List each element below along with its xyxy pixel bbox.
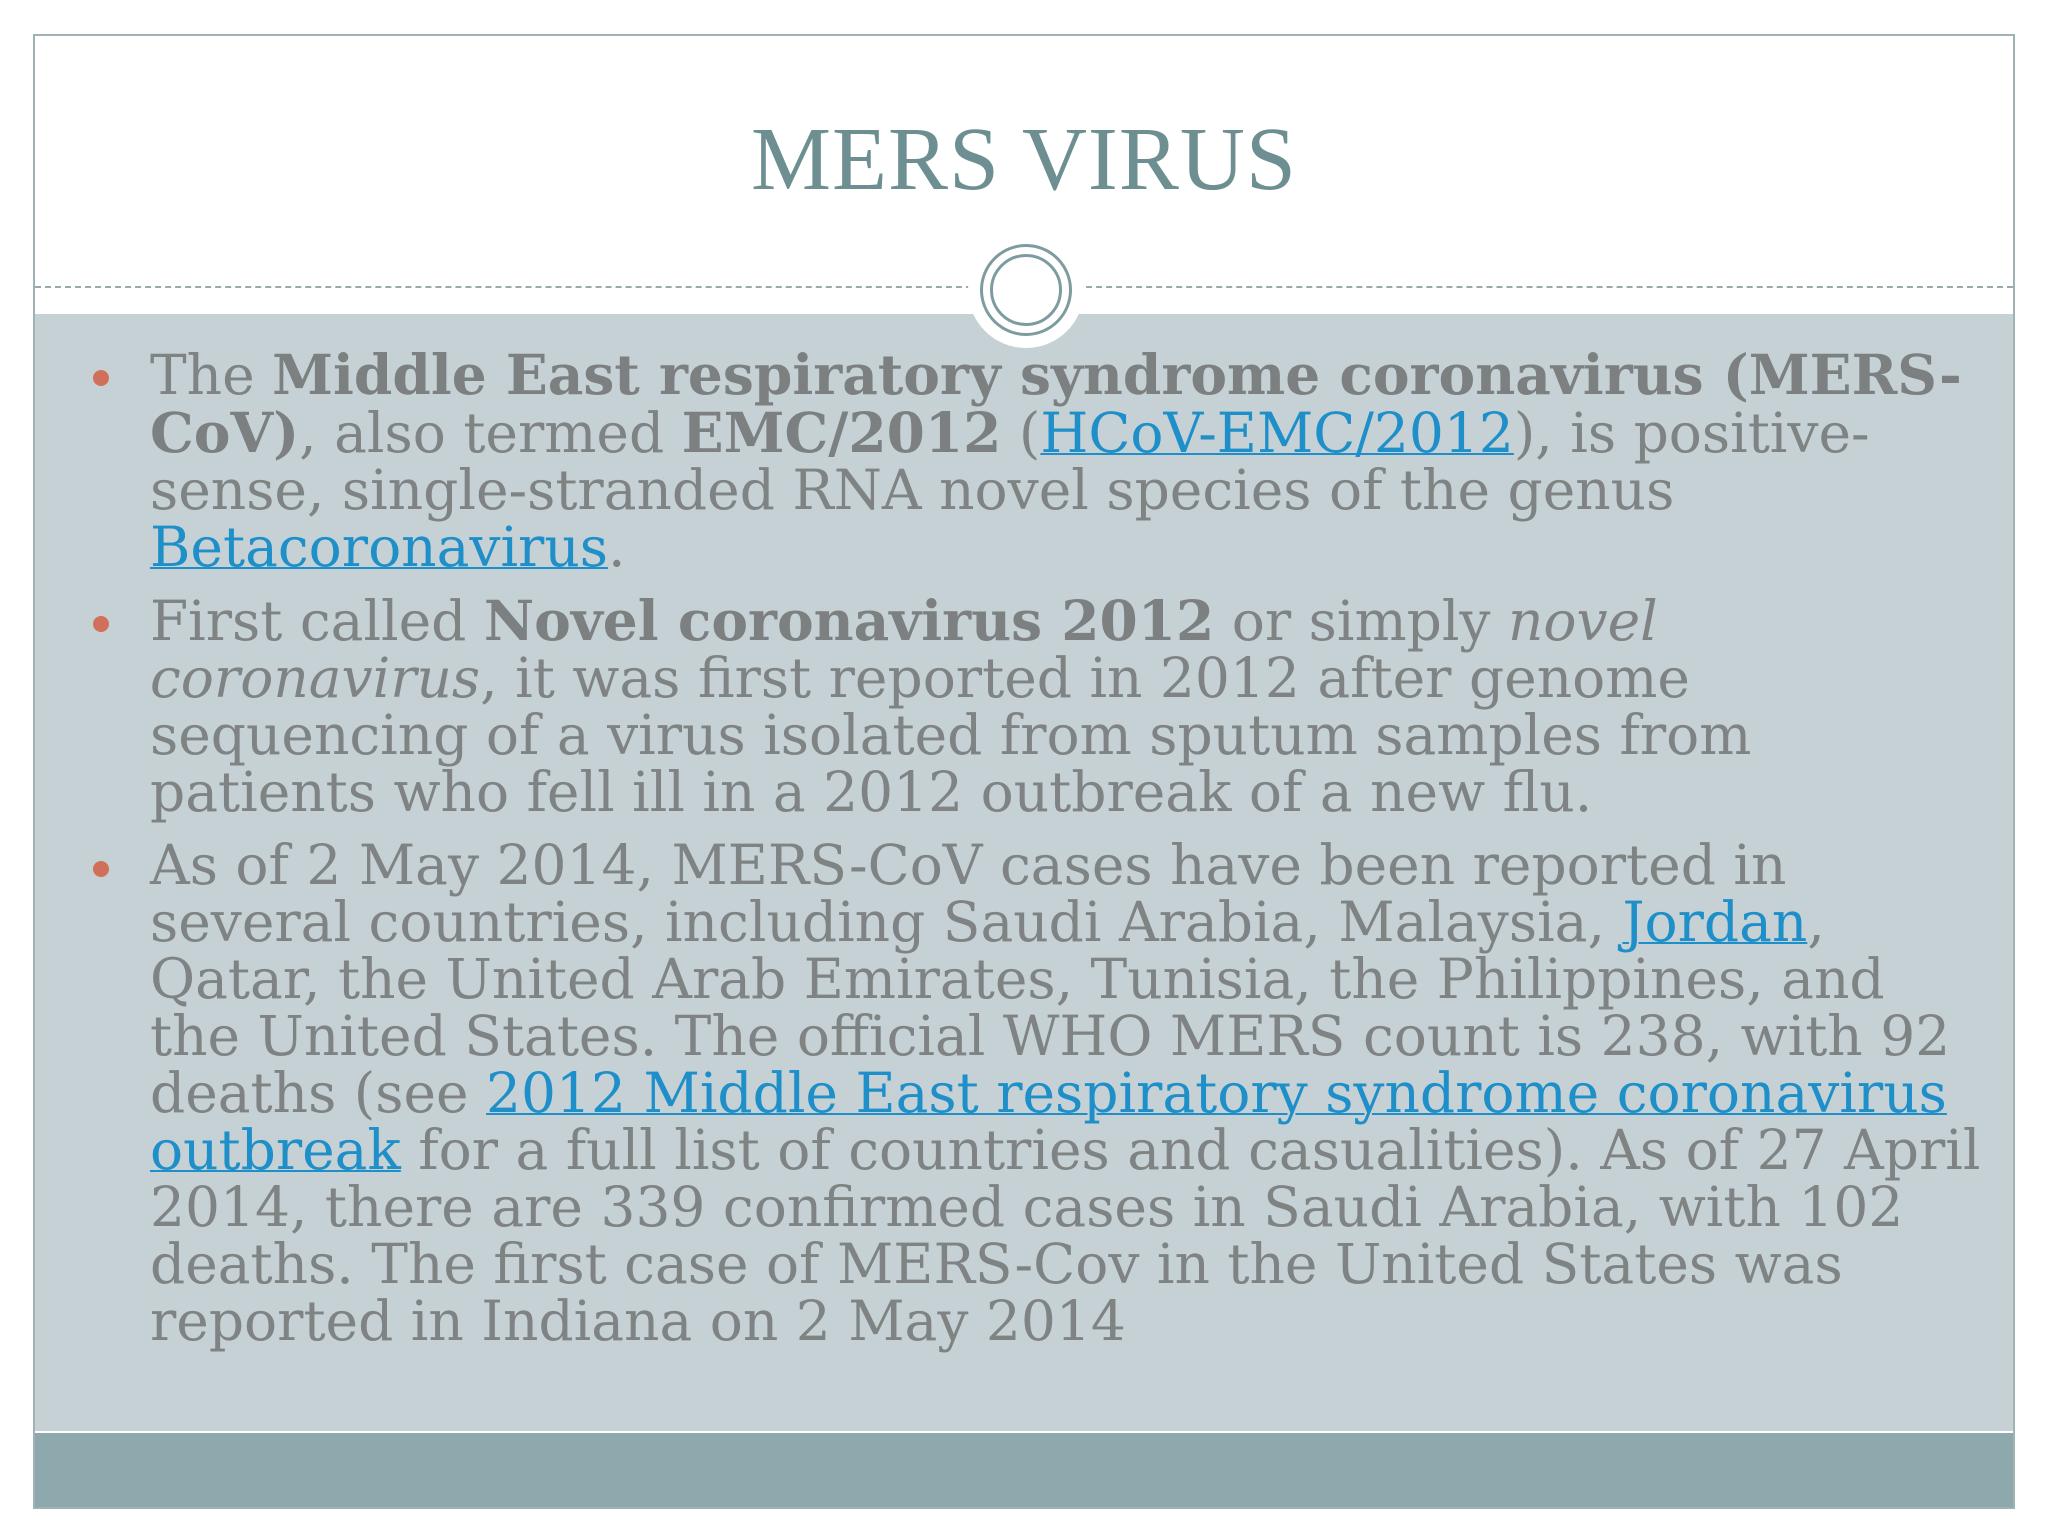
bullet-dot-icon bbox=[93, 370, 109, 386]
bullet-bold-text: Middle East respiratory syndrome coronavirus (MERS-CoV) bbox=[150, 342, 1962, 465]
bullet-part: First called bbox=[150, 589, 484, 653]
link-hcov-emc-2012[interactable]: HCoV-EMC/2012 bbox=[1040, 401, 1514, 465]
bullet-italic-text: novel coronavirus bbox=[150, 589, 1658, 710]
bullet-part: The bbox=[150, 343, 273, 407]
link-jordan[interactable]: Jordan bbox=[1622, 890, 1808, 954]
bullet-part: . bbox=[608, 515, 626, 579]
bullet-part: , Qatar, the United Arab Emirates, Tunisia, the Philippines, and the United States. The official WHO MERS count is 238, with 92 deaths (see bbox=[150, 890, 1951, 1125]
bullet-part: , it was first reported in 2012 after genome sequencing of a virus isolated from sputum samples from patients who fell ill in a 2012 outbreak of a new flu. bbox=[150, 646, 1752, 824]
slide-title: MERS VIRUS bbox=[750, 110, 1297, 209]
bullet-list bbox=[150, 342, 1990, 1366]
bullet-part: for a full list of countries and casualities). As of 27 April 2014, there are 339 confirmed cases in Saudi Arabia, with 102 deaths. The first case of MERS-Cov in the United States was reported in Indiana on 2 May 2014 bbox=[150, 1118, 1981, 1353]
link-mers-outbreak-2012[interactable]: 2012 Middle East respiratory syndrome coronavirus outbreak bbox=[150, 1061, 1947, 1182]
bullet-item-3 bbox=[150, 833, 1990, 1353]
bullet-item-2 bbox=[150, 588, 1990, 824]
bullet-part: ( bbox=[1001, 401, 1041, 465]
bullet-part: ), is positive-sense, single-stranded RNA novel species of the genus bbox=[150, 401, 1870, 522]
slide-footer-band bbox=[35, 1433, 2013, 1507]
bullet-dot-icon bbox=[93, 861, 109, 877]
bullet-part: or simply bbox=[1214, 589, 1508, 653]
double-circle-icon bbox=[968, 232, 1084, 348]
slide bbox=[33, 34, 2015, 1509]
link-betacoronavirus[interactable]: Betacoronavirus bbox=[150, 515, 608, 579]
bullet-item-1 bbox=[150, 342, 1990, 579]
bullet-part: , also termed bbox=[299, 401, 682, 465]
bullet-bold-text: Novel coronavirus 2012 bbox=[483, 588, 1215, 653]
bullet-bold-text: EMC/2012 bbox=[681, 400, 1002, 465]
bullet-dot-icon bbox=[93, 616, 109, 632]
bullet-part: As of 2 May 2014, MERS-CoV cases have been reported in several countries, including Saudi Arabia, Malaysia, bbox=[150, 833, 1787, 954]
